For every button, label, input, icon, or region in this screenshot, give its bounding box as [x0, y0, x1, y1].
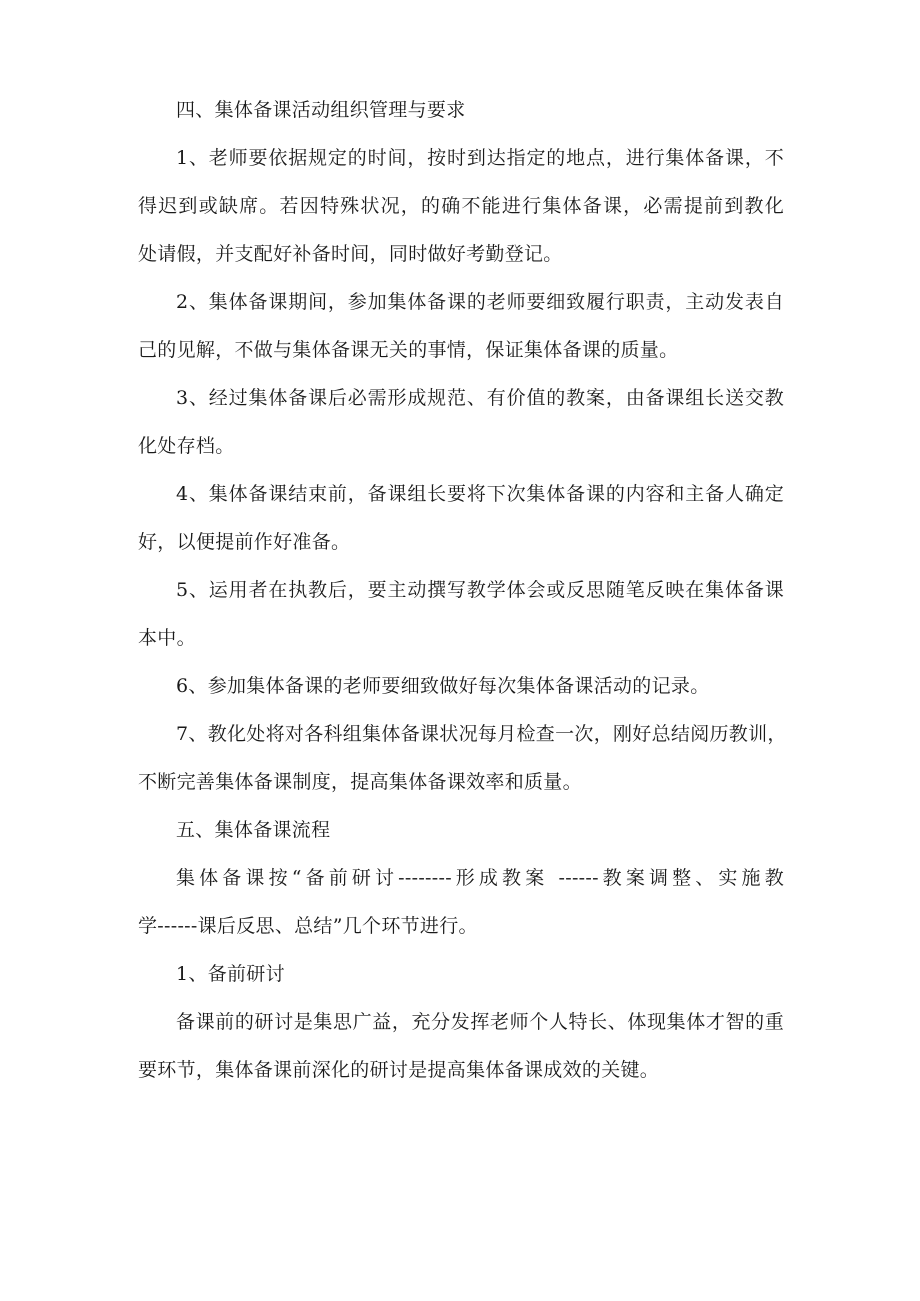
paragraph-line: 要环节，集体备课前深化的研讨是提高集体备课成效的关键。: [138, 1059, 660, 1081]
paragraph-line: 2、集体备课期间，参加集体备课的老师要细致履行职责，主动发表自: [176, 291, 784, 313]
paragraph-line: 处请假，并支配好补备时间，同时做好考勤登记。: [138, 243, 563, 265]
subsection-heading: 1、备前研讨: [176, 963, 285, 985]
section-heading: 四、集体备课活动组织管理与要求: [176, 99, 466, 121]
document-body: [138, 86, 787, 1094]
paragraph-line: 得迟到或缺席。若因特殊状况，的确不能进行集体备课，必需提前到教化: [138, 195, 784, 217]
paragraph-line: 7、教化处将对各科组集体备课状况每月检查一次，刚好总结阅历教训，: [176, 723, 787, 745]
paragraph-line: 1、老师要依据规定的时间，按时到达指定的地点，进行集体备课，不: [176, 147, 784, 169]
paragraph-line: 集体备课按“备前研讨--------形成教案 ------教案调整、实施教: [176, 867, 784, 889]
paragraph-line: 不断完善集体备课制度，提高集体备课效率和质量。: [138, 771, 582, 793]
paragraph-line: 5、运用者在执教后，要主动撰写教学体会或反思随笔反映在集体备课: [176, 579, 784, 601]
paragraph-line: 本中。: [138, 627, 196, 649]
section-heading: 五、集体备课流程: [176, 819, 331, 841]
paragraph-line: 好，以便提前作好准备。: [138, 531, 351, 553]
paragraph-line: 化处存档。: [138, 435, 235, 457]
paragraph-line: 己的见解，不做与集体备课无关的事情，保证集体备课的质量。: [138, 339, 679, 361]
paragraph-line: 3、经过集体备课后必需形成规范、有价值的教案，由备课组长送交教: [176, 387, 784, 409]
paragraph-line: 4、集体备课结束前，备课组长要将下次集体备课的内容和主备人确定: [176, 483, 784, 505]
paragraph-line: 6、参加集体备课的老师要细致做好每次集体备课活动的记录。: [176, 675, 710, 697]
paragraph-line: 学------课后反思、总结”几个环节进行。: [138, 915, 478, 937]
paragraph-line: 备课前的研讨是集思广益，充分发挥老师个人特长、体现集体才智的重: [176, 1011, 784, 1033]
